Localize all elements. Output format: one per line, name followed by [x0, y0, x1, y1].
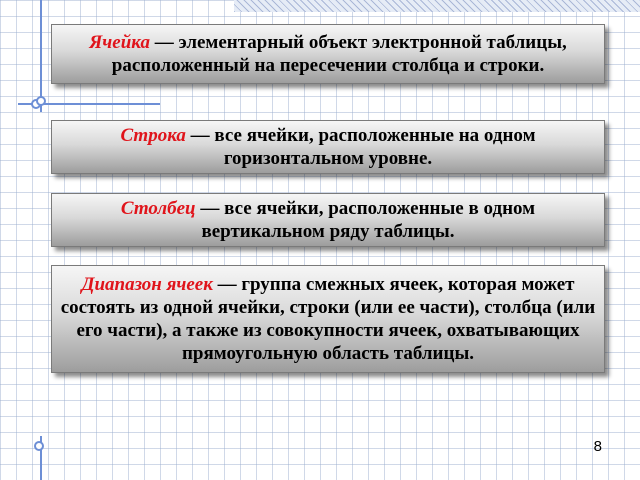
definition-term: Диапазон ячеек	[81, 274, 213, 295]
definition-box-cell	[51, 24, 605, 84]
definition-text	[60, 31, 596, 77]
page-number: 8	[593, 438, 602, 455]
definition-description: — элементарный объект электронной таблицы, расположенный на пересечении столбца и строки.	[111, 32, 567, 76]
decorative-ring-icon	[36, 96, 46, 106]
definition-description: — все ячейки, расположенные в одном вертикальном ряду таблицы.	[195, 198, 536, 242]
definition-box-range	[51, 265, 605, 373]
definition-box-row	[51, 120, 605, 174]
definition-description: — все ячейки, расположенные на одном горизонтальном уровне.	[185, 125, 536, 169]
definition-text	[60, 273, 596, 365]
definition-term: Строка	[120, 125, 186, 146]
definition-term: Ячейка	[89, 32, 150, 53]
hatched-header-strip	[234, 0, 640, 12]
definition-description: — группа смежных ячеек, которая может состоять из одной ячейки, строки (или ее части), столбца (или его части), а также из совокупности ячеек, охватывающих прямоугольную область таблицы.	[60, 274, 596, 364]
definition-term: Столбец	[120, 198, 196, 219]
definition-text	[60, 124, 596, 170]
definition-text	[60, 197, 596, 243]
decorative-ring-icon	[34, 441, 44, 451]
definition-box-column	[51, 193, 605, 247]
